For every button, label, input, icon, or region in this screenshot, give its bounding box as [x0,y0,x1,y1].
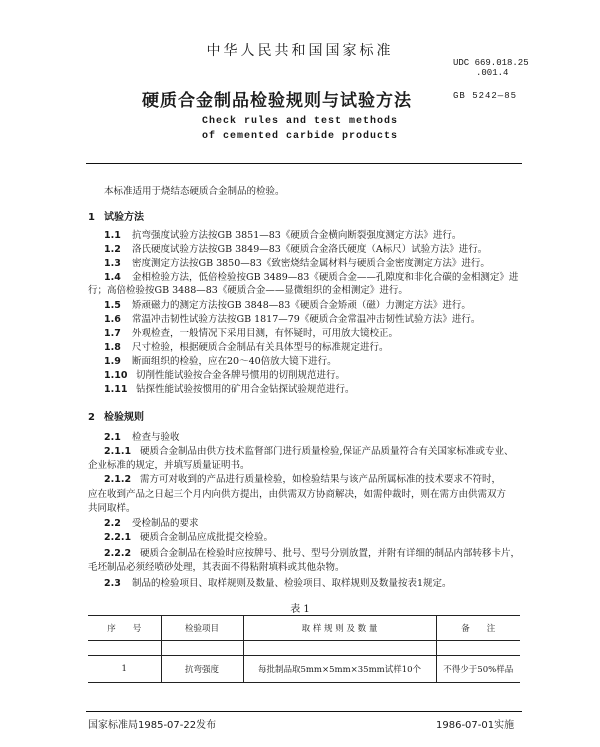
clause-1-5: 1.5 矫顽磁力的测定方法按GB 3848—83《硬质合金矫顽（磁）力测定方法》进行。 [104,300,471,311]
table-header-remarks: 备 注 [436,616,520,641]
issue-date: 国家标准局1985-07-22发布 [88,720,217,731]
udc-code-suffix: .001.4 [476,68,509,78]
section1-heading [88,208,144,223]
clause-2-1-2-cont1: 应在收到产品之日起三个月内向供方提出，由供需双方协商解决，如需仲裁时，则在需方由供需双方 [88,489,507,500]
table-header-sampling: 取 样 规 则 及 数 量 [243,616,436,641]
clause-2-2: 2.2 受检制品的要求 [104,518,199,529]
clause-2-2-2-cont: 毛坯制品必须经喷砂处理，其表面不得粘附填料或其他杂物。 [88,562,345,573]
section1-number: 1 [88,212,95,223]
footer-divider [86,711,522,712]
inspection-table [88,615,520,683]
table-header-row [88,616,520,641]
clause-1-4-cont: 行；高倍检验按GB 3488—83《硬质合金——显微组织的金相测定》进行。 [88,285,408,296]
effective-date: 1986-07-01实施 [436,720,515,731]
table-cell-seq: 1 [88,656,161,683]
clause-1-4: 1.4 金相检验方法，低倍检验按GB 3489—83《硬质合金——孔隙度和非化合碳的金相测定》进 [104,272,519,283]
table-header-seq: 序 号 [88,616,161,641]
clause-1-3: 1.3 密度测定方法按GB 3850—83《致密烧结金属材料与硬质合金密度测定方法》进行。 [104,258,490,269]
table-cell-sampling: 每批制品取5mm×5mm×35mm试样10个 [243,656,436,683]
section2-heading [88,408,144,423]
clause-1-7: 1.7 外观检查，一般情况下采用目测，有怀疑时，可用放大镜校正。 [104,328,399,339]
table-cell-item: 抗弯强度 [161,656,243,683]
clause-1-8: 1.8 尺寸检验，根据硬质合金制品有关具体型号的标准规定进行。 [104,342,389,353]
clause-2-1-2: 2.1.2 需方可对收到的产品进行质量检验，如检验结果与该产品所属标准的技术要求不符时， [104,474,502,485]
section2-title: 检验规则 [104,412,144,423]
header-divider [86,163,522,164]
clause-2-3: 2.3 制品的检验项目、取样规则及数量、检验项目、取样规则及数量按表1规定。 [104,578,452,589]
country-standard-title: 中华人民共和国国家标准 [206,43,394,59]
table-title: 表 1 [290,604,310,615]
section2-number: 2 [88,412,95,423]
english-title-line2: of cemented carbide products [201,131,399,142]
clause-1-11: 1.11 钻探性能试验按惯用的矿用合金钻探试验规范进行。 [104,384,355,395]
clause-1-1: 1.1 抗弯强度试验方法按GB 3851—83《硬质合金横向断裂强度测定方法》进行。 [104,230,462,241]
document-title: 硬质合金制品检验规则与试验方法 [142,91,412,111]
clause-2-1-1-cont: 企业标准的规定，并填写质量证明书。 [88,460,250,471]
section1-title: 试验方法 [104,212,144,223]
intro-paragraph: 本标准适用于烧结态硬质合金制品的检验。 [104,186,285,197]
table-cell-remarks: 不得少于50%样品 [436,656,520,683]
udc-code: UDC 669.018.25 [453,58,529,68]
clause-2-1-2-cont2: 共同取样。 [88,503,136,514]
english-title-line1: Check rules and test methods [201,116,399,127]
clause-1-9: 1.9 断面组织的检验，应在20～40倍放大镜下进行。 [104,356,337,367]
table-header-item: 检验项目 [161,616,243,641]
table-spacer-row [88,641,520,656]
clause-2-2-1: 2.2.1 硬质合金制品应成批提交检验。 [104,532,274,543]
clause-2-2-2: 2.2.2 硬质合金制品在检验时应按牌号、批号、型号分别放置，并附有详细的制品内部转移卡片， [104,548,521,559]
table-row [88,656,520,683]
clause-1-6: 1.6 常温冲击韧性试验方法按GB 1817—79《硬质合金常温冲击韧性试验方法》进行。 [104,314,481,325]
clause-1-2: 1.2 洛氏硬度试验方法按GB 3849—83《硬质合金洛氏硬度（A标尺）试验方法》进行。 [104,244,488,255]
gb-code: GB 5242—85 [453,91,518,101]
clause-1-10: 1.10 切削性能试验按合金各牌号惯用的切削规范进行。 [104,370,346,381]
clause-2-1-1: 2.1.1 硬质合金制品由供方技术监督部门进行质量检验,保证产品质量符合有关国家标准或专业、 [104,446,514,457]
clause-2-1: 2.1 检查与验收 [104,432,180,443]
